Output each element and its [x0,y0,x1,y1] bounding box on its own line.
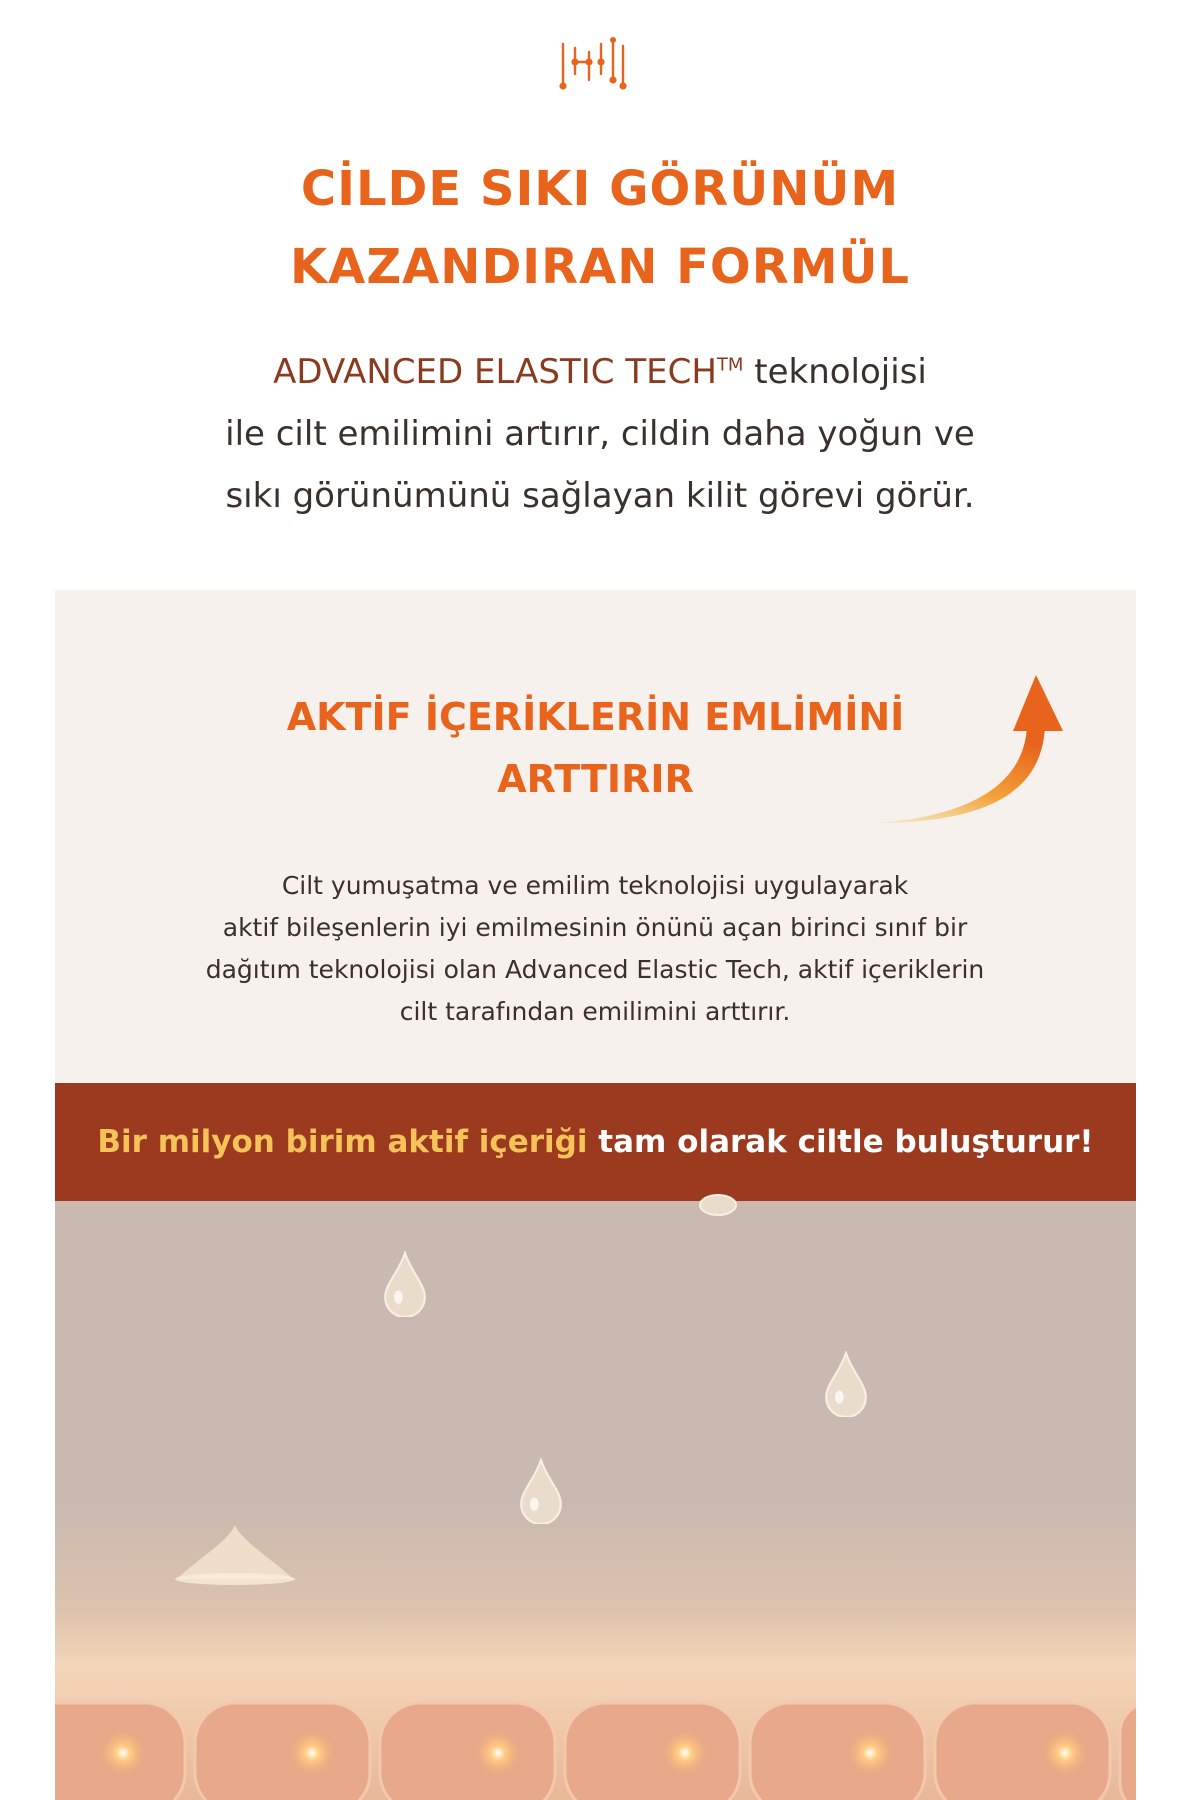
droplet-splash-icon [175,1521,295,1585]
absorption-card [55,590,1136,1800]
intro-text [100,341,1100,527]
molecule-icon [555,34,631,96]
intro-brand-name: ADVANCED ELASTIC TECH [273,352,717,392]
droplet-icon [823,1351,869,1417]
droplet-icon [382,1251,428,1317]
banner-highlight-text: Bir milyon birim aktif içeriği [97,1124,588,1160]
banner-text: tam olarak ciltle buluşturur! [587,1124,1094,1160]
skin-cells-icon [55,1693,1136,1800]
highlight-banner [55,1083,1136,1201]
card-desc-line-4: cilt tarafından emilimini arttırır. [399,997,791,1026]
page-title-line-2: KAZANDIRAN FORMÜL [289,239,911,295]
card-desc-line-2: aktif bileşenlerin iyi emilmesinin önünü açan birinci sınıf bir [222,913,968,942]
droplet-icon [518,1458,564,1524]
intro-line-3: sıkı görünümünü sağlayan kilit görevi görür. [225,476,975,516]
intro-line-1-rest: teknolojisi [743,352,927,392]
card-desc-line-1: Cilt yumuşatma ve emilim teknolojisi uygulayarak [281,871,909,900]
curved-up-arrow-icon [875,675,1105,825]
droplet-icon [695,1187,741,1217]
card-description [115,865,1075,1033]
trademark-mark: TM [716,354,744,376]
card-desc-line-3: dağıtım teknolojisi olan Advanced Elastic Tech, aktif içeriklerin [205,955,985,984]
card-title-line-2: ARTTIRIR [497,757,694,801]
page-title-line-1: CİLDE SIKI GÖRÜNÜM [300,161,900,217]
intro-line-2: ile cilt emilimini artırır, cildin daha yoğun ve [225,414,975,454]
card-title-line-1: AKTİF İÇERİKLERİN EMLİMİNİ [286,695,905,739]
